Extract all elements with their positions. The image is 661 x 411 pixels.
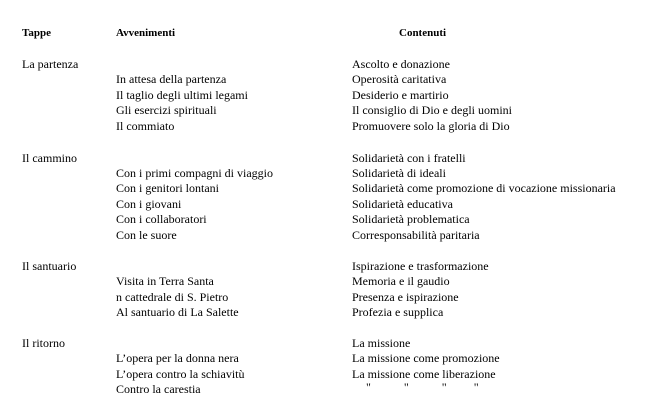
stage-label: Il cammino <box>22 151 77 165</box>
event-item: Contro la carestia <box>116 382 201 396</box>
content-item: Solidarietà problematica <box>352 212 470 226</box>
content-item: Solidarietà educativa <box>352 197 453 211</box>
event-item: n cattedrale di S. Pietro <box>116 290 229 304</box>
content-item: Ascolto e donazione <box>352 57 450 71</box>
event-item: Il commiato <box>116 119 175 133</box>
event-item: Al santuario di La Salette <box>116 305 239 319</box>
event-item: L’opera per la donna nera <box>116 351 239 365</box>
header-tappe: Tappe <box>22 27 51 39</box>
content-item: Promuovere solo la gloria di Dio <box>352 119 510 133</box>
content-item: Il consiglio di Dio e degli uomini <box>352 103 512 117</box>
content-item: Operosità caritativa <box>352 72 447 86</box>
content-item: Desiderio e martirio <box>352 88 449 102</box>
event-item: Con i primi compagni di viaggio <box>116 166 273 180</box>
header-avvenimenti: Avvenimenti <box>116 27 176 39</box>
content-item: La missione <box>352 336 411 350</box>
event-item: Con le suore <box>116 228 177 242</box>
event-item: Con i genitori lontani <box>116 181 219 195</box>
content-item: Solidarietà con i fratelli <box>352 151 466 165</box>
event-item: Gli esercizi spirituali <box>116 103 217 117</box>
content-item: Corresponsabilità paritaria <box>352 228 480 242</box>
content-item: Ispirazione e trasformazione <box>352 259 489 273</box>
content-item: Presenza e ispirazione <box>352 290 459 304</box>
event-item: Con i giovani <box>116 197 182 211</box>
stage-label: Il ritorno <box>22 336 65 350</box>
event-item: Visita in Terra Santa <box>116 274 214 288</box>
event-item: In attesa della partenza <box>116 72 227 86</box>
content-item: Solidarietà di ideali <box>352 166 446 180</box>
ditto-marks: " " " " <box>366 380 479 394</box>
content-item: Solidarietà come promozione di vocazione missionaria <box>352 181 616 195</box>
event-item: Il taglio degli ultimi legami <box>116 88 248 102</box>
stage-label: La partenza <box>22 57 79 71</box>
stage-label: Il santuario <box>22 259 77 273</box>
content-item: Profezia e supplica <box>352 305 444 319</box>
header-contenuti: Contenuti <box>399 27 447 39</box>
content-item: La missione come promozione <box>352 351 500 365</box>
content-item: Memoria e il gaudio <box>352 274 450 288</box>
event-item: Con i collaboratori <box>116 212 207 226</box>
content-item: La missione come liberazione <box>352 367 496 381</box>
event-item: L’opera contro la schiavitù <box>116 367 245 381</box>
